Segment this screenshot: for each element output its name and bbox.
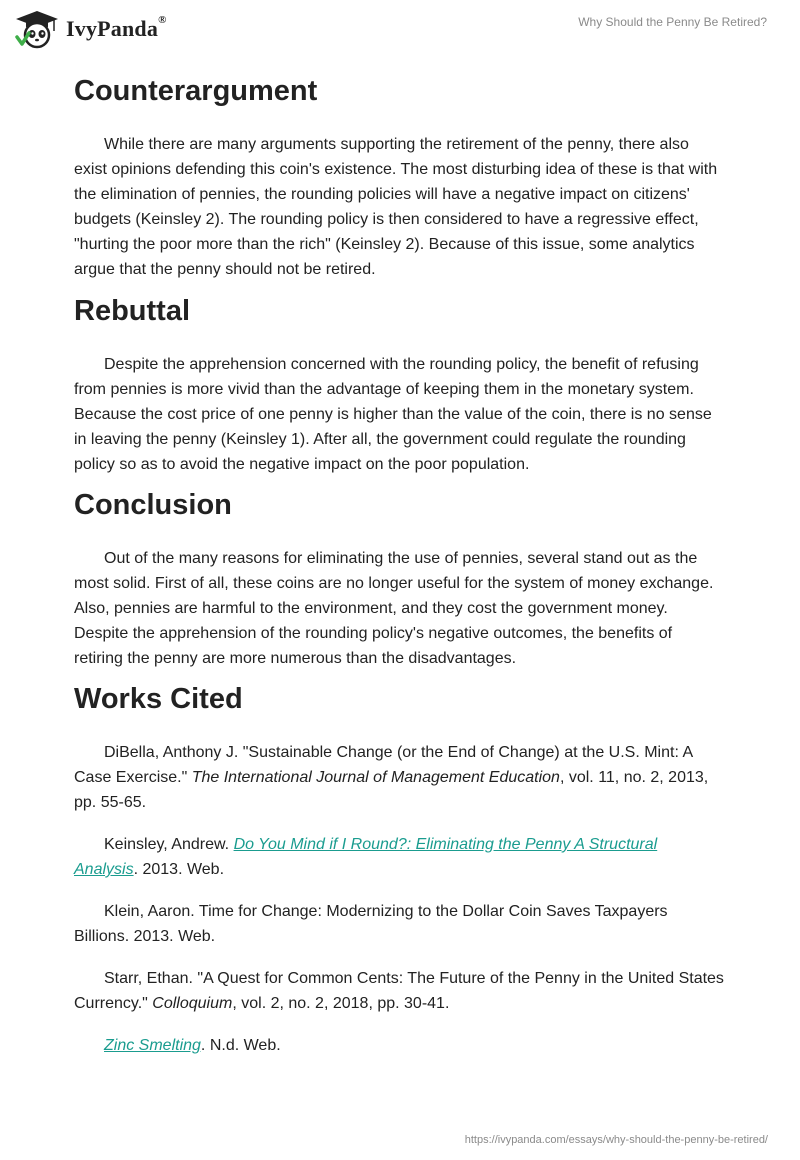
citation-klein: Klein, Aaron. Time for Change: Modernizing to the Dollar Coin Saves Taxpayers Billions. 2013. Web. <box>74 903 668 945</box>
paragraph-counterargument: While there are many arguments supporting the retirement of the penny, there also exist opinions defending this coin's existence. The most disturbing idea of these is that with the elimination of pennies, the rounding policies will have a negative impact on citizens' budgets (Keinsley 2). The rounding policy is then considered to have a regressive effect, "hurting the poor more than the rich" (Keinsley 2). Because of this issue, some analytics argue that the penny should not be retired. <box>74 136 718 278</box>
panda-logo-icon <box>14 9 60 49</box>
heading-works-cited: Works Cited <box>74 683 243 715</box>
citation-starr: Starr, Ethan. "A Quest for Common Cents: The Future of the Penny in the United States Currency." Colloquium, vol. 2, no. 2, 2018, pp. 30-41. <box>74 970 724 1012</box>
heading-conclusion: Conclusion <box>74 489 232 521</box>
citation-dibella: DiBella, Anthony J. "Sustainable Change (or the End of Change) at the U.S. Mint: A Case Exercise." The International Journal of Management Education, vol. 11, no. 2, 2013, pp. 55-65. <box>74 744 709 811</box>
footer-url: https://ivypanda.com/essays/why-should-the-penny-be-retired/ <box>464 1134 768 1146</box>
heading-rebuttal: Rebuttal <box>74 295 190 327</box>
logo[interactable] <box>14 9 167 49</box>
citation-keinsley: Keinsley, Andrew. Do You Mind if I Round?: Eliminating the Penny A Structural Analysis. 2013. Web. <box>74 836 658 878</box>
page-header <box>0 0 800 60</box>
heading-counterargument: Counterargument <box>74 75 318 107</box>
paragraph-rebuttal: Despite the apprehension concerned with the rounding policy, the benefit of refusing from pennies is more vivid than the advantage of keeping them in the monetary system. Because the cost price of one penny is higher than the value of the coin, there is no sense in leaving the penny (Keinsley 1). After all, the government could regulate the rounding policy so as to avoid the negative impact on the poor population. <box>74 356 712 473</box>
essay-content <box>74 73 724 1075</box>
logo-text: IvyPanda® <box>66 14 167 41</box>
document-title: Why Should the Penny Be Retired? <box>578 15 767 29</box>
citation-link-zinc-smelting[interactable]: Zinc Smelting <box>104 1037 201 1054</box>
paragraph-conclusion: Out of the many reasons for eliminating the use of pennies, several stand out as the most solid. First of all, these coins are no longer useful for the system of money exchange. Also, pennies are harmful to the environment, and they cost the government money. Despite the apprehension of the rounding policy's negative outcomes, the benefits of retiring the penny are more numerous than the disadvantages. <box>74 550 714 667</box>
citation-zinc-smelting: Zinc Smelting. N.d. Web. <box>104 1037 281 1054</box>
citation-link-keinsley[interactable]: Do You Mind if I Round?: Eliminating the Penny A Structural Analysis <box>74 836 658 878</box>
